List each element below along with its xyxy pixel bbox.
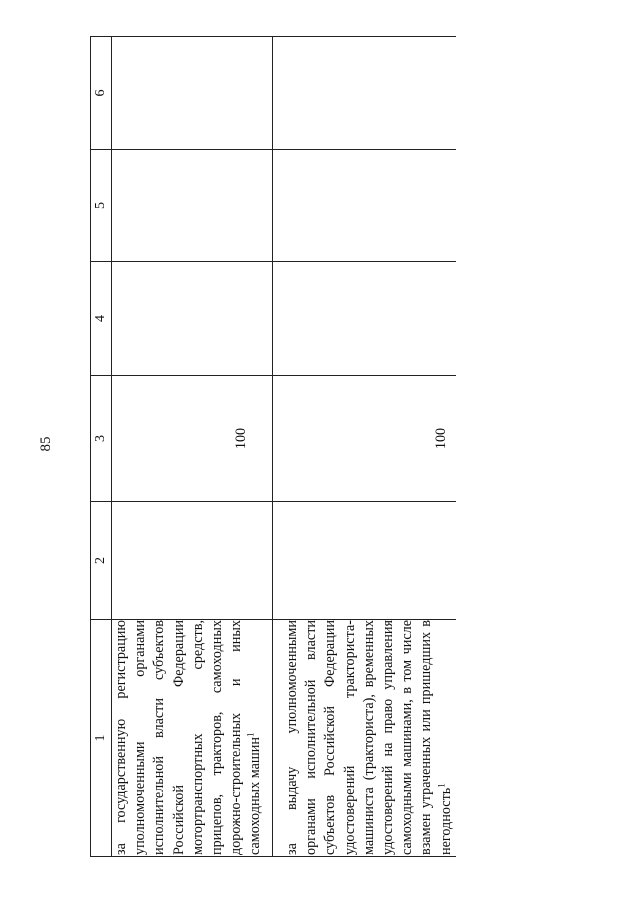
row-1-col2-cell xyxy=(112,502,273,620)
row-1-description-cell xyxy=(112,620,273,857)
column-header-2: 2 xyxy=(91,502,112,620)
row-2-col2-cell xyxy=(273,502,456,620)
row-2-col3-cell xyxy=(273,376,456,502)
table-header-row xyxy=(91,37,112,857)
row-2-description-cell xyxy=(273,620,456,857)
row-2-description: за выдачу уполномоченными органами исполнительной власти субъектов Российской Федерации удостоверений тракториста-машиниста (тракториста), временных удостоверений на право управления самоходными машинами, в том числе взамен утраченных или пришедших в негодность xyxy=(284,620,454,855)
row-1-description: за государственную регистрацию уполномоченными органами исполнительной власти субъектов Российской Федерации мотортранспортных средств, прицепов, тракторов, самоходных дорожно-строительных и иных самоходных машин xyxy=(113,620,264,855)
row-1-footnote-mark: 1 xyxy=(245,732,256,737)
row-2-col6-cell xyxy=(273,37,456,150)
row-1-col6-cell xyxy=(112,37,273,150)
table-row xyxy=(112,37,273,857)
row-2-col5-cell xyxy=(273,150,456,262)
row-2-col4-cell xyxy=(273,262,456,376)
column-header-1: 1 xyxy=(91,620,112,857)
row-2-rate: 100 xyxy=(433,427,449,450)
row-1-col5-cell xyxy=(112,150,273,262)
column-header-6: 6 xyxy=(91,37,112,150)
fee-table xyxy=(90,36,456,857)
table-row xyxy=(273,37,456,857)
row-1-col4-cell xyxy=(112,262,273,376)
column-header-5: 5 xyxy=(91,150,112,262)
page-number: 85 xyxy=(38,436,54,452)
row-1-rate: 100 xyxy=(233,427,249,450)
row-1-col3-cell xyxy=(112,376,273,502)
column-header-3: 3 xyxy=(91,376,112,502)
column-header-4: 4 xyxy=(91,262,112,376)
row-2-footnote-mark: 1 xyxy=(435,783,446,788)
